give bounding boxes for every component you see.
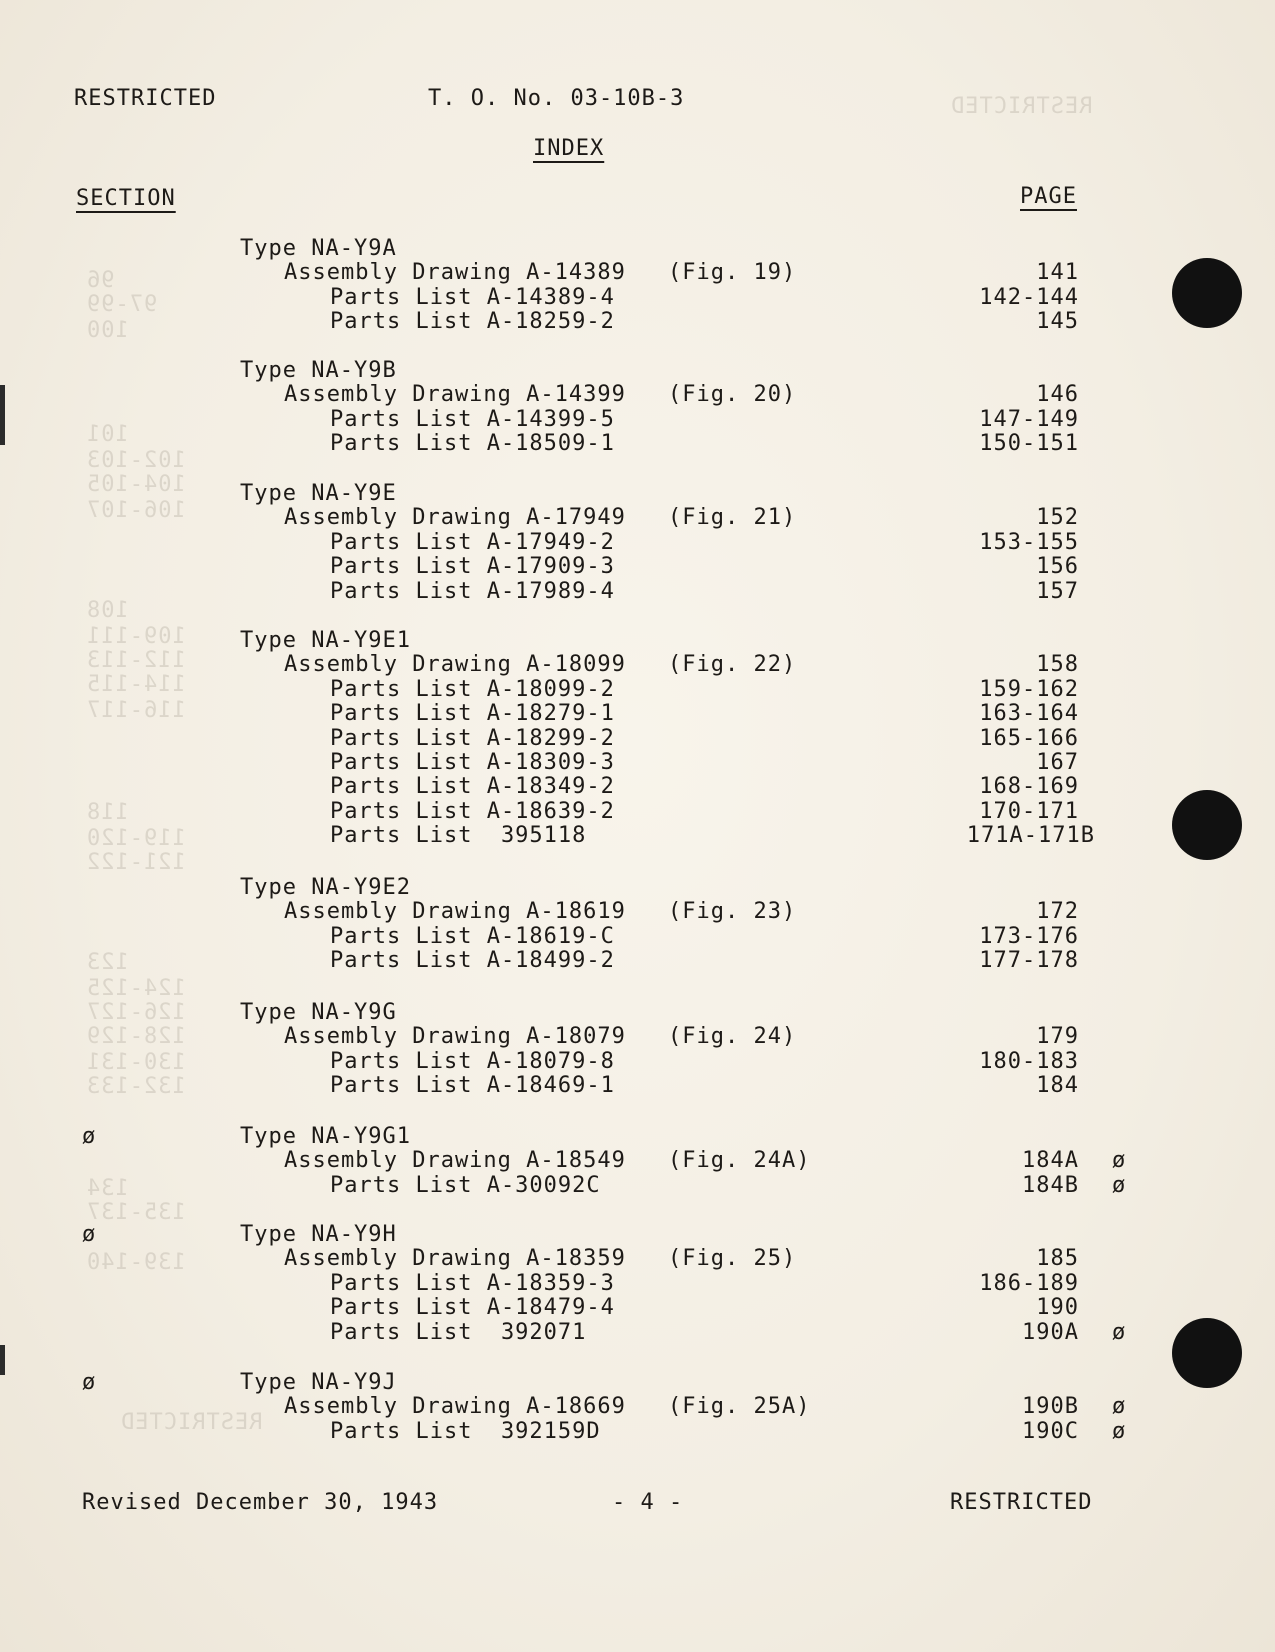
- page-reference: 145: [1036, 309, 1079, 335]
- bleed-through-text: 114-115: [86, 672, 186, 697]
- page-reference: 150-151: [979, 431, 1079, 457]
- parts-list-entry: Parts List A-18619-C: [330, 923, 615, 949]
- bleed-through-text: 139-140: [86, 1250, 186, 1275]
- page-reference: 163-164: [979, 701, 1079, 727]
- revision-mark: ø: [1112, 1172, 1126, 1198]
- bleed-through-text: 121-122: [86, 850, 186, 875]
- parts-list-entry: Parts List A-30092C: [330, 1172, 601, 1198]
- assembly-drawing-entry: Assembly Drawing A-18099: [284, 652, 626, 678]
- bleed-through-text: RESTRICTED: [120, 1410, 263, 1435]
- parts-list-entry: Parts List A-18309-3: [330, 750, 615, 775]
- page-reference: 190: [1036, 1295, 1079, 1321]
- entry-type-heading: Type NA-Y9J: [240, 1370, 397, 1395]
- page-reference: 165-166: [979, 725, 1079, 751]
- figure-reference: (Fig. 25): [668, 1246, 797, 1272]
- page-column-header: PAGE: [1020, 184, 1077, 209]
- figure-reference: (Fig. 24): [668, 1024, 797, 1050]
- page-reference: 171A-171B: [966, 823, 1095, 849]
- parts-list-entry: Parts List A-18349-2: [330, 774, 615, 800]
- bleed-through-text: 119-120: [86, 826, 186, 851]
- page-reference: 180-183: [979, 1048, 1079, 1074]
- page-reference: 185: [1036, 1246, 1079, 1272]
- bleed-through-text: 134: [86, 1176, 129, 1201]
- section-change-mark: ø: [82, 1222, 96, 1247]
- page-reference: 158: [1036, 652, 1079, 678]
- binding-edge: [0, 1345, 5, 1375]
- assembly-drawing-entry: Assembly Drawing A-18619: [284, 899, 626, 925]
- bleed-through-text: 104-105: [86, 472, 186, 497]
- parts-list-entry: Parts List A-18259-2: [330, 309, 615, 335]
- parts-list-entry: Parts List A-17949-2: [330, 529, 615, 555]
- bleed-through-text: 128-129: [86, 1024, 186, 1049]
- parts-list-entry: Parts List A-18499-2: [330, 948, 615, 974]
- bleed-through-text: 130-131: [86, 1050, 186, 1075]
- page-reference: 172: [1036, 899, 1079, 925]
- assembly-drawing-entry: Assembly Drawing A-14399: [284, 382, 626, 408]
- parts-list-entry: Parts List A-18099-2: [330, 676, 615, 702]
- parts-list-entry: Parts List 395118: [330, 823, 587, 849]
- document-number: T. O. No. 03-10B-3: [428, 86, 685, 111]
- page-reference: 173-176: [979, 923, 1079, 949]
- revision-mark: ø: [1112, 1319, 1126, 1345]
- bleed-through-text: 101: [86, 422, 129, 447]
- figure-reference: (Fig. 23): [668, 899, 797, 925]
- bleed-through-text: 100: [86, 318, 129, 343]
- bleed-through-text: 124-125: [86, 976, 186, 1001]
- bleed-through-text: RESTRICTED: [950, 94, 1093, 119]
- revision-date: Revised December 30, 1943: [82, 1490, 439, 1515]
- assembly-drawing-entry: Assembly Drawing A-14389: [284, 260, 626, 286]
- page-reference: 177-178: [979, 948, 1079, 974]
- bleed-through-text: 112-113: [86, 648, 186, 673]
- assembly-drawing-entry: Assembly Drawing A-18669: [284, 1394, 626, 1420]
- parts-list-entry: Parts List A-18639-2: [330, 798, 615, 824]
- parts-list-entry: Parts List 392071: [330, 1319, 587, 1345]
- page-title: INDEX: [533, 136, 605, 161]
- page-reference: 153-155: [979, 529, 1079, 555]
- page-reference: 142-144: [979, 284, 1079, 310]
- parts-list-entry: Parts List 392159D: [330, 1418, 601, 1444]
- parts-list-entry: Parts List A-17989-4: [330, 578, 615, 604]
- punch-hole: [1172, 1318, 1242, 1388]
- page-reference: 179: [1036, 1024, 1079, 1050]
- figure-reference: (Fig. 19): [668, 260, 797, 286]
- page-reference: 146: [1036, 382, 1079, 408]
- security-classification-bottom: RESTRICTED: [950, 1490, 1093, 1515]
- figure-reference: (Fig. 22): [668, 652, 797, 678]
- bleed-through-text: 96: [86, 268, 115, 293]
- entry-type-heading: Type NA-Y9E: [240, 481, 397, 506]
- page-reference: 190A: [1022, 1319, 1079, 1345]
- bleed-through-text: 108: [86, 598, 129, 623]
- binding-edge: [0, 385, 5, 445]
- figure-reference: (Fig. 25A): [668, 1394, 811, 1420]
- revision-mark: ø: [1112, 1148, 1126, 1174]
- bleed-through-text: 123: [86, 950, 129, 975]
- page-reference: 184: [1036, 1073, 1079, 1099]
- entry-type-heading: Type NA-Y9A: [240, 236, 397, 261]
- page-reference: 167: [1036, 750, 1079, 775]
- section-column-header: SECTION: [76, 186, 176, 211]
- security-classification-top: RESTRICTED: [74, 86, 217, 111]
- parts-list-entry: Parts List A-18479-4: [330, 1295, 615, 1321]
- page-reference: 141: [1036, 260, 1079, 286]
- bleed-through-text: 102-103: [86, 448, 186, 473]
- revision-mark: ø: [1112, 1418, 1126, 1444]
- section-change-mark: ø: [82, 1124, 96, 1149]
- bleed-through-text: 106-107: [86, 498, 186, 523]
- bleed-through-text: 135-137: [86, 1200, 186, 1225]
- assembly-drawing-entry: Assembly Drawing A-17949: [284, 505, 626, 531]
- punch-hole: [1172, 790, 1242, 860]
- assembly-drawing-entry: Assembly Drawing A-18359: [284, 1246, 626, 1272]
- page-reference: 170-171: [979, 798, 1079, 824]
- page-reference: 190C: [1022, 1418, 1079, 1444]
- page-reference: 168-169: [979, 774, 1079, 800]
- parts-list-entry: Parts List A-14389-4: [330, 284, 615, 310]
- bleed-through-text: 116-117: [86, 698, 186, 723]
- figure-reference: (Fig. 21): [668, 505, 797, 531]
- page-reference: 186-189: [979, 1270, 1079, 1296]
- parts-list-entry: Parts List A-18299-2: [330, 725, 615, 751]
- bleed-through-text: 126-127: [86, 1000, 186, 1025]
- entry-type-heading: Type NA-Y9H: [240, 1222, 397, 1247]
- parts-list-entry: Parts List A-14399-5: [330, 406, 615, 432]
- revision-mark: ø: [1112, 1394, 1126, 1420]
- section-change-mark: ø: [82, 1370, 96, 1395]
- entry-type-heading: Type NA-Y9E2: [240, 875, 411, 900]
- page-reference: 157: [1036, 578, 1079, 604]
- page-reference: 184A: [1022, 1148, 1079, 1174]
- entry-type-heading: Type NA-Y9G1: [240, 1124, 411, 1149]
- entry-type-heading: Type NA-Y9E1: [240, 628, 411, 653]
- entry-type-heading: Type NA-Y9B: [240, 358, 397, 383]
- bleed-through-text: 132-133: [86, 1074, 186, 1099]
- page-reference: 147-149: [979, 406, 1079, 432]
- punch-hole: [1172, 258, 1242, 328]
- parts-list-entry: Parts List A-18279-1: [330, 701, 615, 727]
- figure-reference: (Fig. 24A): [668, 1148, 811, 1174]
- page-reference: 159-162: [979, 676, 1079, 702]
- page-reference: 152: [1036, 505, 1079, 531]
- bleed-through-text: 118: [86, 800, 129, 825]
- assembly-drawing-entry: Assembly Drawing A-18549: [284, 1148, 626, 1174]
- page-reference: 156: [1036, 554, 1079, 580]
- parts-list-entry: Parts List A-18079-8: [330, 1048, 615, 1074]
- bleed-through-text: 97-99: [86, 292, 158, 317]
- parts-list-entry: Parts List A-18359-3: [330, 1270, 615, 1296]
- assembly-drawing-entry: Assembly Drawing A-18079: [284, 1024, 626, 1050]
- entry-type-heading: Type NA-Y9G: [240, 1000, 397, 1025]
- parts-list-entry: Parts List A-18509-1: [330, 431, 615, 457]
- page-number: - 4 -: [612, 1490, 684, 1515]
- page-reference: 190B: [1022, 1394, 1079, 1420]
- bleed-through-text: 109-111: [86, 624, 186, 649]
- parts-list-entry: Parts List A-18469-1: [330, 1073, 615, 1099]
- page-reference: 184B: [1022, 1172, 1079, 1198]
- figure-reference: (Fig. 20): [668, 382, 797, 408]
- parts-list-entry: Parts List A-17909-3: [330, 554, 615, 580]
